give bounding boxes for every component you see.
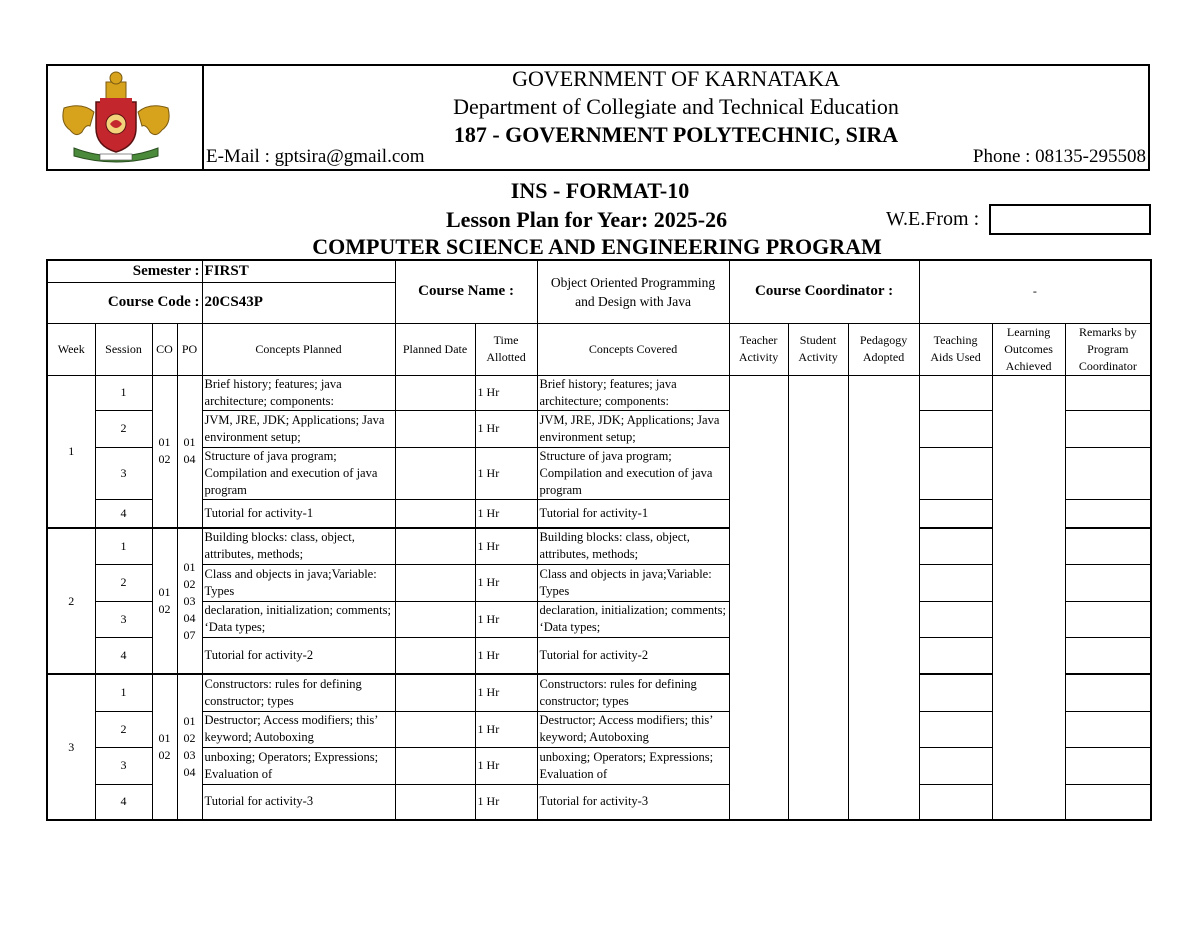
table-row [47,711,1151,747]
col-session: Session [95,323,152,375]
table-row [47,528,1151,564]
time-allotted: 1 Hr [475,410,537,447]
concept-covered: Building blocks: class, object, attributes, methods; [537,528,729,564]
session-number: 4 [95,784,152,820]
concept-planned: JVM, JRE, JDK; Applications; Java environment setup; [202,410,395,447]
course-coordinator-label: Course Coordinator : [729,260,919,323]
table-row [47,375,1151,410]
government-title: GOVERNMENT OF KARNATAKA [512,66,840,91]
remarks-cell[interactable] [1065,499,1151,528]
time-allotted: 1 Hr [475,711,537,747]
remarks-cell[interactable] [1065,375,1151,410]
week-number: 2 [47,528,95,674]
session-number: 1 [95,674,152,711]
course-coordinator-value: - [919,260,1151,323]
course-code-value: 20CS43P [202,282,395,323]
phone-text: Phone : 08135-295508 [972,146,1146,167]
teaching-aids-cell[interactable] [919,711,992,747]
concept-planned: Destructor; Access modifiers; this’ keyword; Autoboxing [202,711,395,747]
col-learning-outcomes: Learning Outcomes Achieved [992,323,1065,375]
planned-date-cell[interactable] [395,711,475,747]
email-text: E-Mail : gptsira@gmail.com [206,146,425,167]
col-remarks: Remarks by Program Coordinator [1065,323,1151,375]
col-week: Week [47,323,95,375]
concept-planned: unboxing; Operators; Expressions; Evaluation of [202,747,395,784]
teaching-aids-cell[interactable] [919,637,992,674]
concept-planned: Class and objects in java;Variable: Types [202,564,395,601]
concept-covered: Destructor; Access modifiers; this’ keyword; Autoboxing [537,711,729,747]
concept-planned: Brief history; features; java architecture; components: [202,375,395,410]
planned-date-cell[interactable] [395,528,475,564]
session-number: 2 [95,564,152,601]
column-header-row [47,323,1151,375]
teaching-aids-cell[interactable] [919,784,992,820]
po-values: 01 02 03 04 07 [177,528,202,674]
lesson-plan-table [46,259,1152,821]
session-number: 1 [95,375,152,410]
session-number: 2 [95,410,152,447]
co-values: 01 02 [152,528,177,674]
col-concepts-covered: Concepts Covered [537,323,729,375]
session-number: 3 [95,747,152,784]
concept-covered: Tutorial for activity-3 [537,784,729,820]
concept-planned: Building blocks: class, object, attributes, methods; [202,528,395,564]
planned-date-cell[interactable] [395,375,475,410]
col-student-activity: Student Activity [788,323,848,375]
planned-date-cell[interactable] [395,601,475,637]
teaching-aids-cell[interactable] [919,499,992,528]
semester-label: Semester : [47,260,202,282]
remarks-cell[interactable] [1065,564,1151,601]
table-row [47,784,1151,820]
remarks-cell[interactable] [1065,711,1151,747]
remarks-cell[interactable] [1065,674,1151,711]
learning-outcomes-cell[interactable] [992,375,1065,820]
po-values: 01 02 03 04 [177,674,202,820]
session-number: 3 [95,601,152,637]
time-allotted: 1 Hr [475,747,537,784]
teacher-activity-cell[interactable] [729,375,788,820]
time-allotted: 1 Hr [475,528,537,564]
teaching-aids-cell[interactable] [919,674,992,711]
concept-planned: Constructors: rules for defining constructor; types [202,674,395,711]
remarks-cell[interactable] [1065,410,1151,447]
po-values: 01 04 [177,375,202,528]
concept-covered: declaration, initialization; comments; ‘Data types; [537,601,729,637]
time-allotted: 1 Hr [475,637,537,674]
table-row [47,410,1151,447]
col-concepts-planned: Concepts Planned [202,323,395,375]
col-time-allotted: Time Allotted [475,323,537,375]
teaching-aids-cell[interactable] [919,410,992,447]
concept-covered: Constructors: rules for defining constructor; types [537,674,729,711]
teaching-aids-cell[interactable] [919,564,992,601]
col-pedagogy: Pedagogy Adopted [848,323,919,375]
concept-covered: Tutorial for activity-2 [537,637,729,674]
teaching-aids-cell[interactable] [919,447,992,499]
planned-date-cell[interactable] [395,784,475,820]
concept-covered: Structure of java program; Compilation and execution of java program [537,447,729,499]
time-allotted: 1 Hr [475,447,537,499]
format-title: INS - FORMAT-10 [510,178,690,203]
session-number: 3 [95,447,152,499]
planned-date-cell[interactable] [395,637,475,674]
we-from-label: W.E.From : [886,208,980,230]
student-activity-cell[interactable] [788,375,848,820]
institute-title: 187 - GOVERNMENT POLYTECHNIC, SIRA [453,122,899,147]
concept-planned: Structure of java program; Compilation and execution of java program [202,447,395,499]
week-number: 1 [47,375,95,528]
week-number: 3 [47,674,95,820]
remarks-cell[interactable] [1065,637,1151,674]
lesson-plan-title: Lesson Plan for Year: 2025-26 [446,207,728,232]
concept-covered: unboxing; Operators; Expressions; Evaluation of [537,747,729,784]
planned-date-cell[interactable] [395,747,475,784]
institution-header [46,64,1150,171]
col-po: PO [177,323,202,375]
session-number: 4 [95,637,152,674]
concept-planned: Tutorial for activity-2 [202,637,395,674]
remarks-cell[interactable] [1065,784,1151,820]
col-planned-date: Planned Date [395,323,475,375]
course-code-label: Course Code : [47,282,202,323]
concept-planned: Tutorial for activity-3 [202,784,395,820]
table-row [47,447,1151,499]
table-row [47,564,1151,601]
planned-date-cell[interactable] [395,410,475,447]
table-row [47,747,1151,784]
session-number: 1 [95,528,152,564]
table-row [47,601,1151,637]
header-text-block [204,66,1148,169]
planned-date-cell[interactable] [395,564,475,601]
concept-covered: Brief history; features; java architecture; components: [537,375,729,410]
pedagogy-cell[interactable] [848,375,919,820]
time-allotted: 1 Hr [475,375,537,410]
course-name-value: Object Oriented Programming and Design with Java [537,260,729,323]
co-values: 01 02 [152,674,177,820]
concept-covered: JVM, JRE, JDK; Applications; Java environment setup; [537,410,729,447]
table-row [47,499,1151,528]
time-allotted: 1 Hr [475,499,537,528]
planned-date-cell[interactable] [395,447,475,499]
col-teacher-activity: Teacher Activity [729,323,788,375]
time-allotted: 1 Hr [475,784,537,820]
teaching-aids-cell[interactable] [919,747,992,784]
teaching-aids-cell[interactable] [919,528,992,564]
remarks-cell[interactable] [1065,601,1151,637]
col-co: CO [152,323,177,375]
session-number: 2 [95,711,152,747]
table-row [47,674,1151,711]
program-title: COMPUTER SCIENCE AND ENGINEERING PROGRAM [312,234,882,259]
karnataka-emblem-icon [56,68,176,168]
planned-date-cell[interactable] [395,499,475,528]
table-row [47,637,1151,674]
we-from-field[interactable] [989,204,1151,235]
course-name-label: Course Name : [395,260,537,323]
time-allotted: 1 Hr [475,674,537,711]
teaching-aids-cell[interactable] [919,375,992,410]
department-title: Department of Collegiate and Technical Education [453,94,899,119]
concept-covered: Class and objects in java;Variable: Types [537,564,729,601]
remarks-cell[interactable] [1065,528,1151,564]
concept-planned: declaration, initialization; comments; ‘Data types; [202,601,395,637]
teaching-aids-cell[interactable] [919,601,992,637]
session-number: 4 [95,499,152,528]
col-teaching-aids: Teaching Aids Used [919,323,992,375]
concept-covered: Tutorial for activity-1 [537,499,729,528]
co-values: 01 02 [152,375,177,528]
time-allotted: 1 Hr [475,564,537,601]
semester-value: FIRST [202,260,395,282]
logo-cell [48,66,204,169]
concept-planned: Tutorial for activity-1 [202,499,395,528]
planned-date-cell[interactable] [395,674,475,711]
remarks-cell[interactable] [1065,447,1151,499]
remarks-cell[interactable] [1065,747,1151,784]
time-allotted: 1 Hr [475,601,537,637]
